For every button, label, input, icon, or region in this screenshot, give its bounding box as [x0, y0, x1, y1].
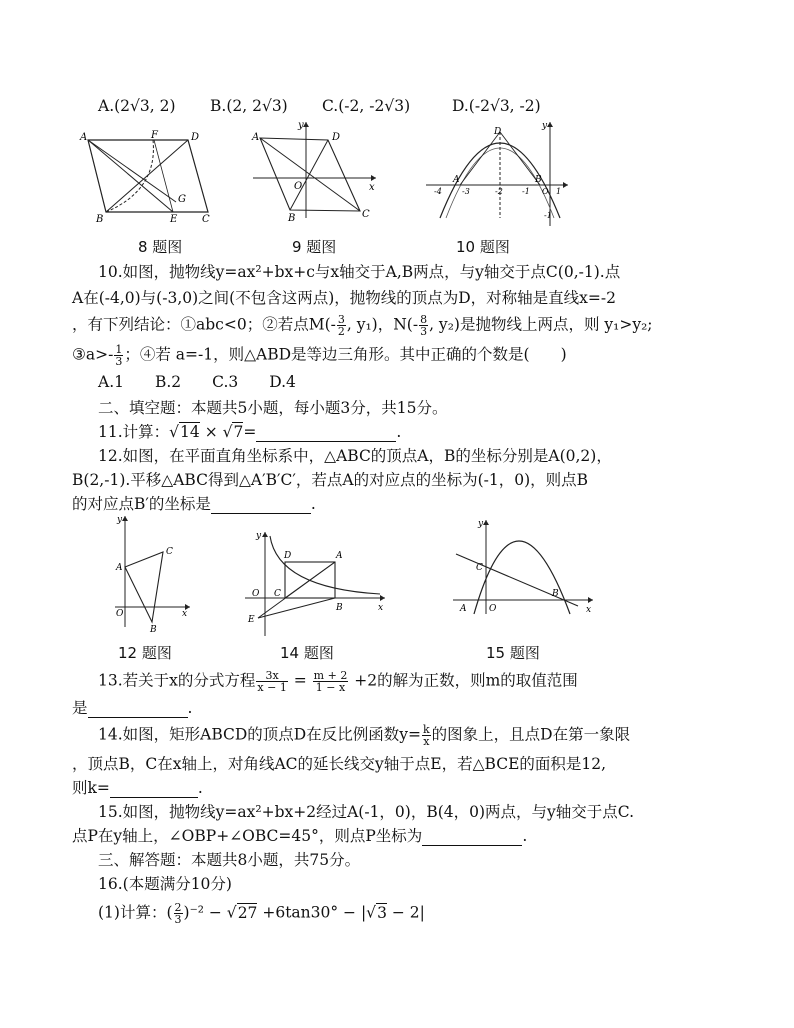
q9-option-b: B.(2, 2√3) — [210, 97, 288, 115]
q15-line-1: 15.如图，抛物线y=ax²+bx+2经过A(-1，0)，B(4，0)两点，与y轴交于点C. — [98, 803, 635, 821]
q13-line-2: 是 . — [72, 699, 193, 717]
q10-line-3: ，有下列结论：①abc<0；②若点M(- $\frac{3}{2}$ , y₁)，N(- $\frac{8}{3}$ , y₂)是抛物线上两点，则 y₁>y₂; — [72, 313, 653, 338]
q15-answer-blank — [422, 829, 522, 846]
q9-option-c: C.(-2, -2√3) — [322, 97, 411, 115]
caption-figure-14: 14 题图 — [280, 644, 334, 662]
fig15-label-A: A — [460, 604, 467, 614]
q14-line-1: 14.如图，矩形ABCD的顶点D在反比例函数y= $\frac{k}{x}$ 的图象上，且点D在第一象限 — [98, 723, 631, 748]
q12-line-2: B(2,-1).平移△ABC得到△A′B′C′，若点A的对应点的坐标为(-1，0)，则点B — [72, 471, 589, 489]
figure-12-triangle — [110, 512, 200, 632]
q10-options: A.1 B.2 C.3 D.4 — [98, 373, 296, 391]
fig10-label-A: A — [453, 175, 460, 185]
fig9-label-D: D — [332, 132, 341, 143]
fig14-label-y: y — [256, 531, 262, 541]
fig10-label-B: B — [535, 175, 542, 185]
fig10-label-O: O — [542, 187, 549, 196]
figure-10-parabola — [418, 118, 578, 228]
q16-title: 16.(本题满分10分) — [98, 875, 232, 893]
fig9-label-C: C — [362, 209, 370, 220]
fig14-label-D: D — [284, 551, 292, 561]
q12-answer-blank — [211, 497, 311, 514]
q14-line-3: 则k= . — [72, 779, 203, 797]
caption-figure-10: 10 题图 — [456, 238, 510, 256]
fig15-label-x: x — [586, 605, 592, 615]
q12-line-3: 的对应点B′的坐标是 . — [72, 495, 316, 513]
fig12-label-C: C — [166, 547, 173, 557]
q9-option-d: D.(-2√3, -2) — [452, 97, 541, 115]
fig15-label-O: O — [489, 604, 497, 614]
fig10-tick-minus1: -1 — [522, 187, 530, 196]
fig14-label-B: B — [336, 603, 343, 613]
q10-line-1: 10.如图，抛物线y=ax²+bx+c与x轴交于A,B两点，与y轴交于点C(0,-1).点 — [98, 263, 621, 281]
fig10-tick-minus4: -4 — [434, 187, 442, 196]
fig10-label-D: D — [494, 127, 502, 137]
fig8-label-D: D — [191, 132, 200, 143]
fig9-label-A: A — [252, 132, 260, 143]
caption-figure-8: 8 题图 — [138, 238, 183, 256]
fig12-label-x: x — [182, 609, 188, 619]
q13-answer-blank — [88, 701, 188, 718]
fig12-label-O: O — [116, 609, 124, 619]
q10-line-4: ③a>- $\frac{1}{3}$ ；④若 a=-1，则△ABD是等边三角形。其中正确的个数是( ) — [72, 343, 567, 368]
fig10-tick-1: 1 — [556, 187, 562, 196]
section-2-heading: 二、填空题：本题共5小题，每小题3分，共15分。 — [98, 399, 448, 417]
fig10-label-y: y — [542, 121, 548, 131]
fig8-label-A: A — [80, 132, 88, 143]
fig8-label-G: G — [178, 194, 186, 205]
q11-line: 11.计算：√14 × √7= . — [98, 423, 402, 441]
caption-figure-12: 12 题图 — [118, 644, 172, 662]
q16-part-1: (1)计算：( $\frac{2}{3}$ )⁻² − √27 +6tan30° − |√3 − 2| — [98, 901, 425, 926]
fig10-tick-minus2: -2 — [495, 187, 503, 196]
q15-line-2: 点P在y轴上，∠OBP+∠OBC=45°，则点P坐标为 . — [72, 827, 528, 845]
q12-line-1: 12.如图，在平面直角坐标系中，△ABC的顶点A，B的坐标分别是A(0,2)， — [98, 447, 612, 465]
fig14-label-A: A — [336, 551, 343, 561]
caption-figure-15: 15 题图 — [486, 644, 540, 662]
fig14-label-x: x — [378, 603, 384, 613]
fig14-label-E: E — [248, 615, 255, 625]
fig8-label-B: B — [96, 214, 104, 225]
q10-line-2: A在(-4,0)与(-3,0)之间(不包含这两点)，抛物线的顶点为D，对称轴是直线x=-2 — [72, 289, 617, 307]
fig10-tick-y-minus1: -1 — [544, 211, 552, 220]
fig14-label-O: O — [252, 589, 260, 599]
fig9-label-x: x — [369, 182, 375, 193]
fig14-label-C: C — [274, 589, 281, 599]
figure-14-rectangle — [240, 528, 390, 638]
fig15-label-C: C — [476, 563, 483, 573]
fig9-label-O: O — [294, 181, 303, 192]
figure-9-coordinate — [248, 118, 383, 223]
fig12-label-y: y — [117, 515, 123, 525]
q13-line-1: 13.若关于x的分式方程 $\frac{3x}{x - 1}$ = $\frac{m + 2}{1 - x}$ +2的解为正数，则m的取值范围 — [98, 669, 578, 694]
fig12-label-B: B — [150, 625, 157, 632]
q14-line-2: ，顶点B，C在x轴上，对角线AC的延长线交y轴于点E，若△BCE的面积是12, — [72, 755, 607, 773]
section-3-heading: 三、解答题：本题共8小题，共75分。 — [98, 851, 361, 869]
fig15-label-y: y — [478, 519, 484, 529]
q11-answer-blank — [256, 425, 396, 442]
q9-option-a: A.(2√3, 2) — [98, 97, 176, 115]
fig9-label-y: y — [298, 120, 304, 131]
fig8-label-C: C — [202, 214, 210, 225]
fig10-tick-minus3: -3 — [462, 187, 470, 196]
fig8-label-F: F — [151, 130, 158, 141]
fig8-label-E: E — [170, 214, 178, 225]
fig12-label-A: A — [116, 563, 123, 573]
caption-figure-9: 9 题图 — [292, 238, 337, 256]
fig15-label-B: B — [552, 589, 559, 599]
figure-15-parabola — [448, 516, 598, 616]
q14-answer-blank — [110, 781, 198, 798]
figure-8-parallelogram — [78, 130, 218, 225]
fig9-label-B: B — [288, 213, 296, 223]
